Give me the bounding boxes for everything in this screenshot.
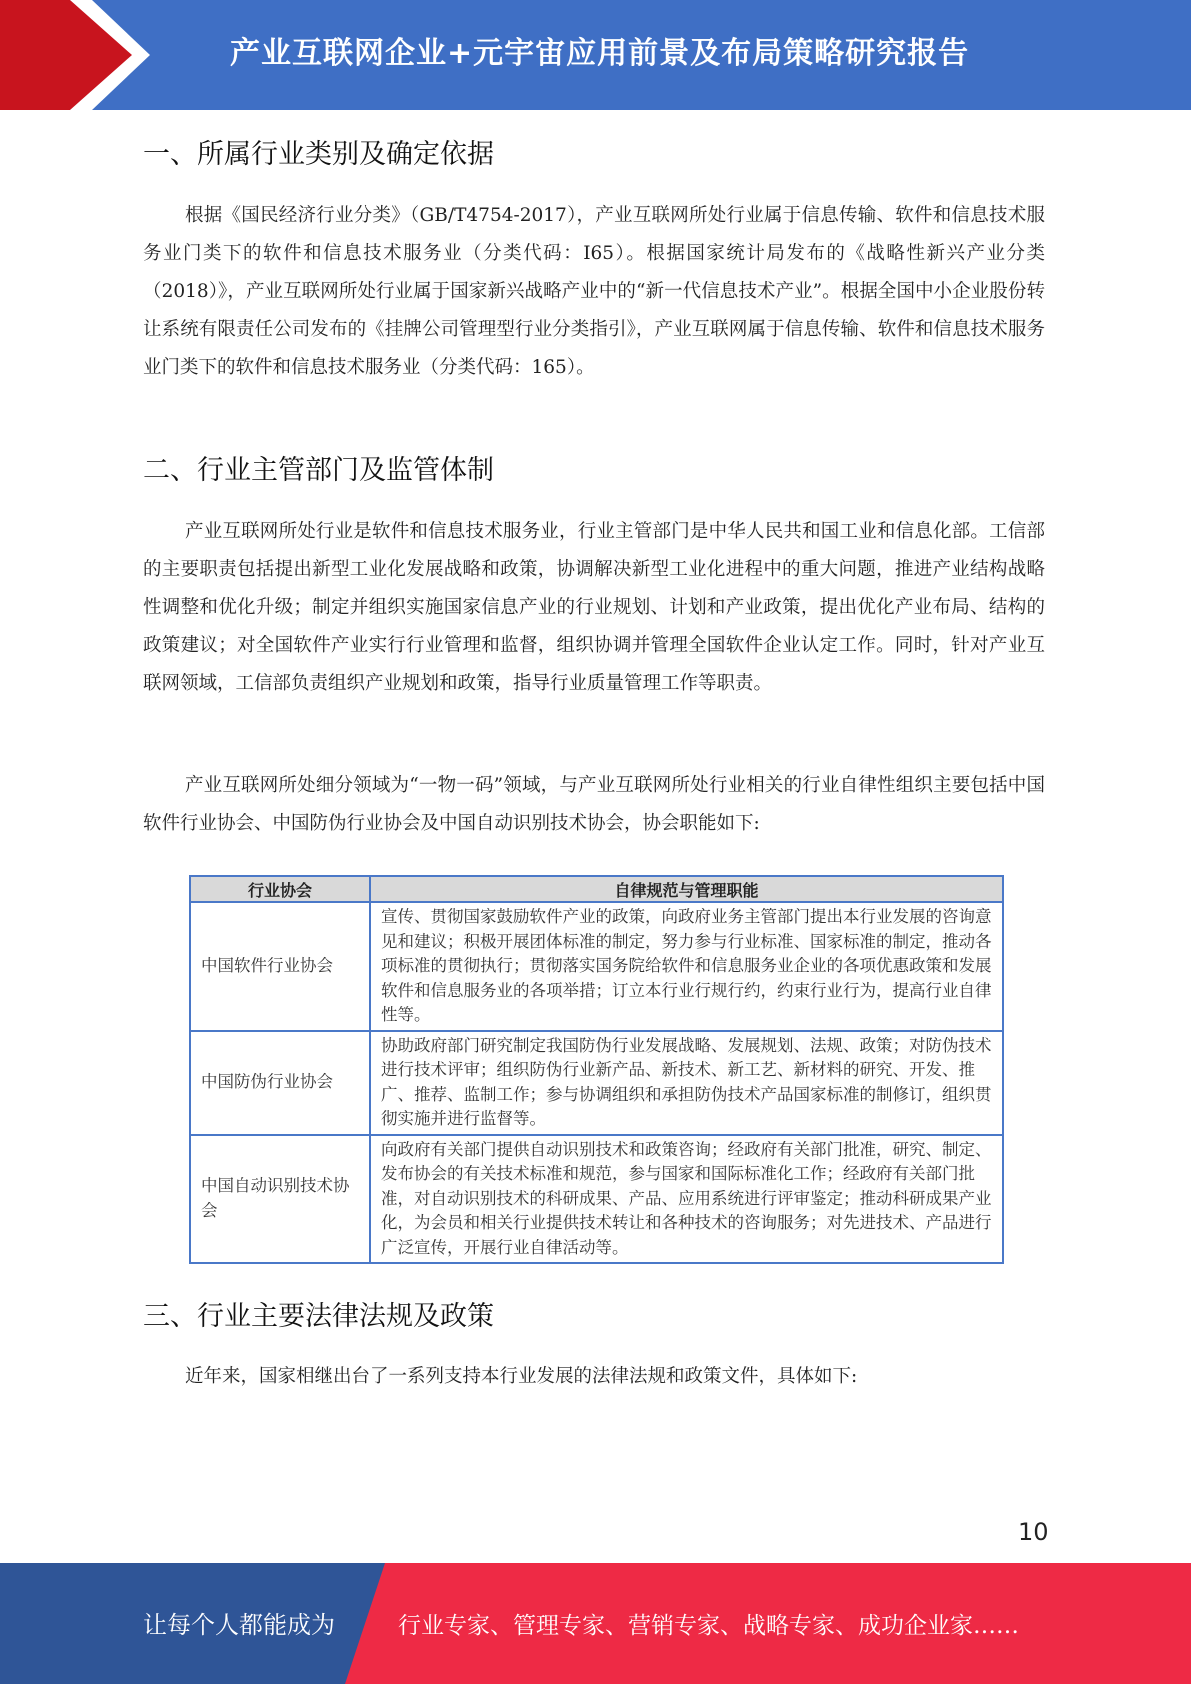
association-name: 中国防伪行业协会 [190, 1031, 370, 1135]
table-row [190, 1135, 1003, 1264]
association-duty: 宣传、贯彻国家鼓励软件产业的政策，向政府业务主管部门提出本行业发展的咨询意见和建议；积极开展团体标准的制定，努力参与行业标准、国家标准的制定，推动各项标准的贯彻执行；贯彻落实国务院给软件和信息服务业企业的各项优惠政策和发展软件和信息服务业的各项举措；订立本行业行规行约，约束行业行为，提高行业自律性等。 [370, 902, 1003, 1031]
association-name: 中国软件行业协会 [190, 902, 370, 1031]
association-duty: 向政府有关部门提供自动识别技术和政策咨询；经政府有关部门批准，研究、制定、发布协会的有关技术标准和规范，参与国家和国际标准化工作；经政府有关部门批准，对自动识别技术的科研成果、产品、应用系统进行评审鉴定；推动科研成果产业化，为会员和相关行业提供技术转让和各种技术的咨询服务；对先进技术、产品进行广泛宣传，开展行业自律活动等。 [370, 1135, 1003, 1264]
section-heading-1: 一、所属行业类别及确定依据 [143, 139, 494, 170]
report-title: 产业互联网企业+元宇宙应用前景及布局策略研究报告 [230, 36, 970, 71]
table-row [190, 902, 1003, 1031]
section-2-paragraph-2: 产业互联网所处细分领域为“一物一码”领域，与产业互联网所处行业相关的行业自律性组织主要包括中国软件行业协会、中国防伪行业协会及中国自动识别技术协会，协会职能如下: [143, 775, 1045, 834]
section-3-paragraph: 近年来，国家相继出台了一系列支持本行业发展的法律法规和政策文件，具体如下: [185, 1366, 858, 1387]
section-1-paragraph: 根据《国民经济行业分类》（GB/T4754-2017），产业互联网所处行业属于信息传输、软件和信息技术服务业门类下的软件和信息技术服务业（分类代码：I65）。根据国家统计局发布的《战略性新兴产业分类（2018）》，产业互联网所处行业属于国家新兴战略产业中的“新一代信息技术产业”。根据全国中小企业股份转让系统有限责任公司发布的《挂牌公司管理型行业分类指引》，产业互联网属于信息传输、软件和信息技术服务业门类下的软件和信息技术服务业（分类代码：165）。 [143, 205, 1045, 378]
page-number: 10 [1018, 1518, 1049, 1546]
section-heading-3: 三、行业主要法律法规及政策 [143, 1301, 494, 1332]
section-heading-2: 二、行业主管部门及监管体制 [143, 455, 494, 486]
footer-slogan-left: 让每个人都能成为 [143, 1611, 335, 1639]
table-header-association: 行业协会 [190, 876, 370, 902]
association-table [189, 875, 1004, 1264]
table-header-duties: 自律规范与管理职能 [370, 876, 1003, 902]
table-row [190, 1031, 1003, 1135]
footer-slogan-right: 行业专家、管理专家、营销专家、战略专家、成功企业家…… [398, 1613, 1019, 1639]
association-duty: 协助政府部门研究制定我国防伪行业发展战略、发展规划、法规、政策；对防伪技术进行技术评审；组织防伪行业新产品、新技术、新工艺、新材料的研究、开发、推广、推荐、监制工作；参与协调组织和承担防伪技术产品国家标准的制修订，组织贯彻实施并进行监督等。 [370, 1031, 1003, 1135]
table-header-row [190, 876, 1003, 902]
section-2-paragraph-1: 产业互联网所处行业是软件和信息技术服务业，行业主管部门是中华人民共和国工业和信息化部。工信部的主要职责包括提出新型工业化发展战略和政策，协调解决新型工业化进程中的重大问题，推进产业结构战略性调整和优化升级；制定并组织实施国家信息产业的行业规划、计划和产业政策，提出优化产业布局、结构的政策建议；对全国软件产业实行行业管理和监督，组织协调并管理全国软件企业认定工作。同时，针对产业互联网领域，工信部负责组织产业规划和政策，指导行业质量管理工作等职责。 [143, 521, 1045, 694]
report-header [0, 0, 1191, 110]
report-footer [0, 1563, 1191, 1684]
association-name: 中国自动识别技术协会 [190, 1135, 370, 1264]
